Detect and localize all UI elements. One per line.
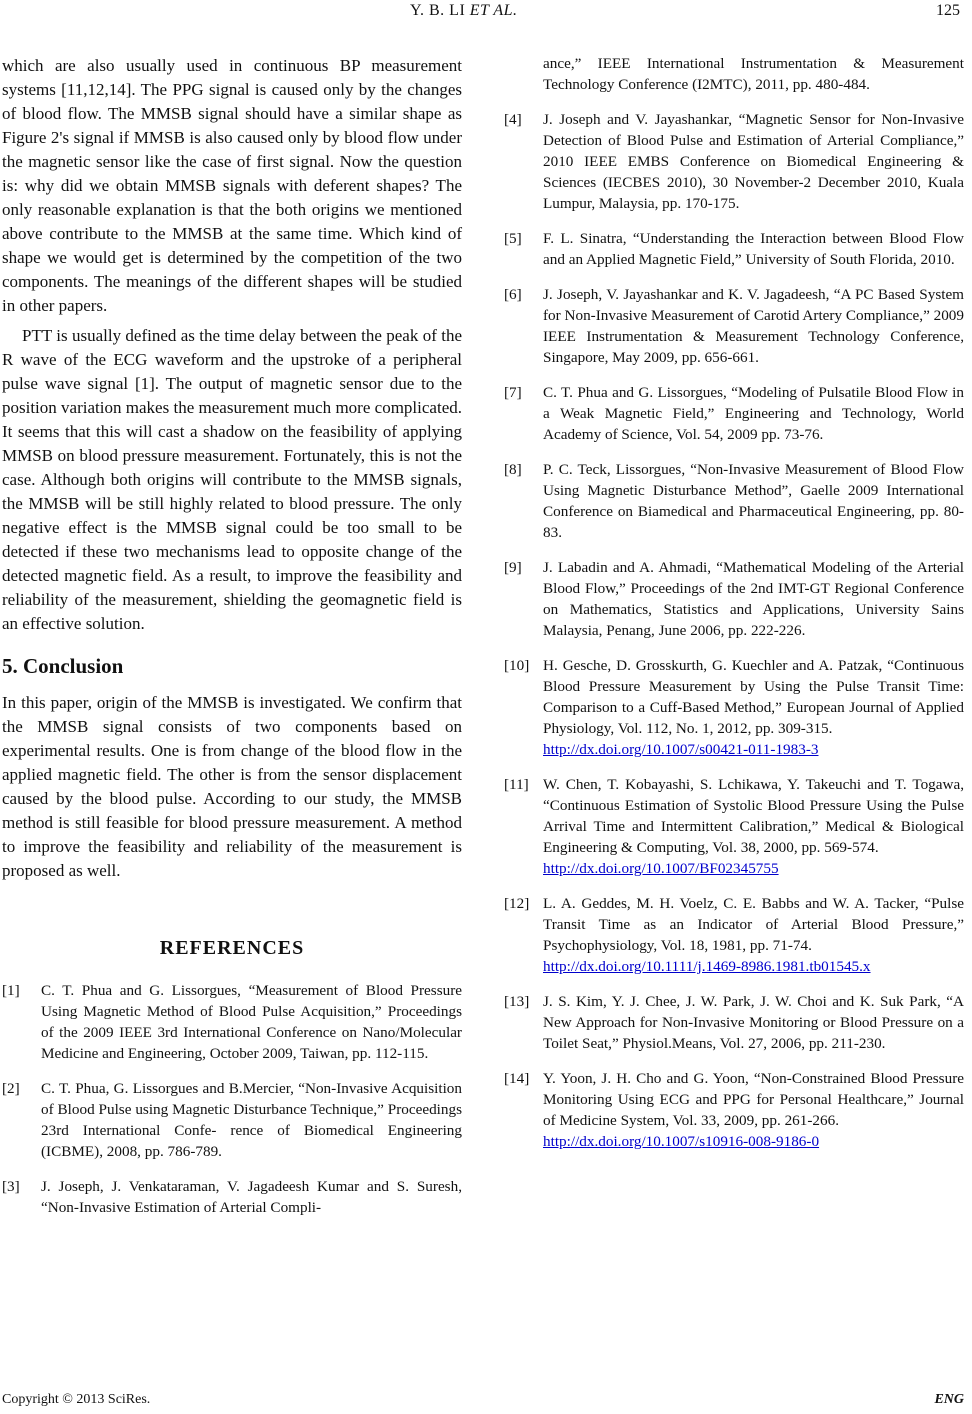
reference-item [504, 228, 964, 270]
reference-text: L. A. Geddes, M. H. Voelz, C. E. Babbs and W. A. Tacker, “Pulse Transit Time as an Indicator of Arterial Blood Pressure,” Psychophysiology, Vol. 18, 1981, pp. 71-74. [543, 895, 964, 954]
reference-number: [5] [504, 230, 522, 247]
reference-item [504, 109, 964, 214]
reference-number: [9] [504, 559, 522, 576]
reference-item [504, 1068, 964, 1152]
reference-text: C. T. Phua, G. Lissorgues and B.Mercier, “Non-Invasive Acquisition of Blood Pulse using Magnetic Disturbance Technique,” Proceedings 23rd International Confe- rence of Biomedical Engineering (ICBME), 2008, pp. 786-789. [41, 1080, 462, 1160]
copyright-notice: Copyright © 2013 SciRes. [2, 1392, 151, 1407]
right-column [504, 54, 964, 1166]
doi-link[interactable]: http://dx.doi.org/10.1007/BF02345755 [543, 860, 779, 877]
section-heading: 5. Conclusion [2, 654, 124, 678]
body-paragraph: which are also usually used in continuous BP measurement systems [11,12,14]. The PPG signal is caused only by the changes of blood flow. The MMSB signal should have a similar shape as Figure 2's signal if MMSB is also caused only by blood flow under the magnetic sensor like the case of first signal. Now the question is: why did we obtain MMSB signals with deferent shapes? The only reasonable explanation is that the both origins we mentioned above contribute to the MMSB at the same time. Which kind of shape we would get is determined by the competition of the two components. The meanings of the different shapes will be studied in other papers. [2, 56, 462, 315]
journal-abbrev: ENG [934, 1392, 964, 1407]
doi-link[interactable]: http://dx.doi.org/10.1111/j.1469-8986.1981.tb01545.x [543, 958, 871, 975]
running-title [410, 2, 518, 20]
reference-item [2, 980, 462, 1064]
reference-item [504, 557, 964, 641]
reference-number: [8] [504, 461, 522, 478]
reference-number: [3] [2, 1178, 20, 1195]
doi-link[interactable]: http://dx.doi.org/10.1007/s00421-011-1983-3 [543, 741, 819, 758]
references-heading: REFERENCES [159, 937, 305, 959]
left-column [2, 54, 462, 1232]
reference-text: F. L. Sinatra, “Understanding the Interaction between Blood Flow and an Applied Magnetic Field,” University of South Florida, 2010. [543, 230, 964, 268]
reference-item [504, 893, 964, 977]
doi-link[interactable]: http://dx.doi.org/10.1007/s10916-008-9186-0 [543, 1133, 820, 1150]
reference-text: J. Joseph, V. Jayashankar and K. V. Jagadeesh, “A PC Based System for Non-Invasive Measurement of Carotid Artery Compliance,” 2009 IEEE Instrumentation & Measurement Technology Conference, Singapore, May 2009, pp. 656-661. [543, 286, 964, 366]
page-header [0, 2, 972, 26]
reference-number: [11] [504, 776, 529, 793]
reference-text: H. Gesche, D. Grosskurth, G. Kuechler and A. Patzak, “Continuous Blood Pressure Measurement by Using the Pulse Transit Time: Comparison to a Cuff-Based Method,” European Journal of Applied Physiology, Vol. 112, No. 1, 2012, pp. 309-315. [543, 657, 964, 737]
page-number: 125 [936, 2, 960, 19]
reference-item [504, 774, 964, 879]
reference-item [504, 459, 964, 543]
reference-number: [14] [504, 1070, 530, 1087]
reference-continuation: ance,” IEEE International Instrumentation & Measurement Technology Conference (I2MTC), 2011, pp. 480-484. [543, 55, 964, 93]
reference-number: [7] [504, 384, 522, 401]
reference-item [504, 991, 964, 1054]
reference-text: P. C. Teck, Lissorgues, “Non-Invasive Measurement of Blood Flow Using Magnetic Disturbance Method”, Gaelle 2009 International Conference on Biamedical and Pharmaceutical Engineering, pp. 80-83. [543, 461, 964, 541]
reference-number: [1] [2, 982, 20, 999]
reference-item [504, 382, 964, 445]
reference-item [504, 655, 964, 760]
reference-item [504, 284, 964, 368]
body-paragraph: PTT is usually defined as the time delay between the peak of the R wave of the ECG waveform and the upstroke of a peripheral pulse wave signal [1]. The output of magnetic sensor due to the position variation makes the measurement much more complicated. It seems that this will cast a shadow on the feasibility of applying MMSB on blood pressure measurement. Fortunately, this is not the case. Although both origins will contribute to the MMSB signals, the MMSB will be still highly related to blood pressure. The only negative effect is the MMSB signal could be too small to be detected if these two mechanisms lead to opposite change of the detected magnetic field. As a result, to improve the feasibility and reliability of the measurement, shielding the geomagnetic field is an effective solution. [2, 326, 462, 633]
reference-number: [12] [504, 895, 530, 912]
reference-text: J. Joseph and V. Jayashankar, “Magnetic Sensor for Non-Invasive Detection of Blood Pulse and Estimation of Arterial Compliance,” 2010 IEEE EMBS Conference on Biomedical Engineering & Sciences (IECBES 2010), 30 November-2 December 2010, Kuala Lumpur, Malaysia, pp. 170-175. [543, 111, 964, 212]
reference-text: J. Labadin and A. Ahmadi, “Mathematical Modeling of the Arterial Blood Flow,” Proceedings of the 2nd IMT-GT Regional Conference on Mathematics, Statistics and Applications, University Sains Malaysia, Penang, June 2006, pp. 222-226. [543, 559, 964, 639]
reference-text: C. T. Phua and G. Lissorgues, “Modeling of Pulsatile Blood Flow in a Weak Magnetic Field,” Engineering and Technology, World Academy of Science, Vol. 54, 2009 pp. 73-76. [543, 384, 964, 443]
header-et-al: ET AL. [469, 2, 518, 19]
reference-text: C. T. Phua and G. Lissorgues, “Measurement of Blood Pressure Using Magnetic Method of Blood Pulse Acquisition,” Proceedings of the 2009 IEEE 3rd International Conference on Nano/Molecular Medicine and Engineering, October 2009, Taiwan, pp. 112-115. [41, 982, 462, 1062]
reference-number: [6] [504, 286, 522, 303]
reference-number: [2] [2, 1080, 20, 1097]
reference-text: J. S. Kim, Y. J. Chee, J. W. Park, J. W. Choi and K. Suk Park, “A New Approach for Non-Invasive Monitoring or Blood Pressure on a Toilet Seat,” Physiol.Means, Vol. 27, 2006, pp. 211-230. [543, 993, 964, 1052]
conclusion-paragraph: In this paper, origin of the MMSB is investigated. We confirm that the MMSB signal consists of two components based on experimental results. One is from change of the blood flow in the applied magnetic field. The other is from the sensor displacement caused by the blood pulse. According to our study, the MMSB method is still feasible for blood pressure measurement. A method to improve the feasibility and reliability of the measurement is proposed as well. [2, 693, 462, 880]
reference-text: W. Chen, T. Kobayashi, S. Lchikawa, Y. Takeuchi and T. Togawa, “Continuous Estimation of Systolic Blood Pressure Using the Pulse Arrival Time and Intermittent Calibration,” Medical & Biological Engineering & Computing, Vol. 38, 2000, pp. 569-574. [543, 776, 964, 856]
reference-number: [10] [504, 657, 530, 674]
reference-number: [4] [504, 111, 522, 128]
reference-item [2, 1176, 462, 1218]
header-authors: Y. B. LI [410, 2, 466, 19]
reference-text: Y. Yoon, J. H. Cho and G. Yoon, “Non-Constrained Blood Pressure Monitoring Using ECG and PPG for Personal Healthcare,” Journal of Medicine System, Vol. 33, 2009, pp. 261-266. [543, 1070, 964, 1129]
reference-text: J. Joseph, J. Venkataraman, V. Jagadeesh Kumar and S. Suresh, “Non-Invasive Estimation of Arterial Compli- [41, 1178, 462, 1216]
reference-item [2, 1078, 462, 1162]
reference-number: [13] [504, 993, 530, 1010]
